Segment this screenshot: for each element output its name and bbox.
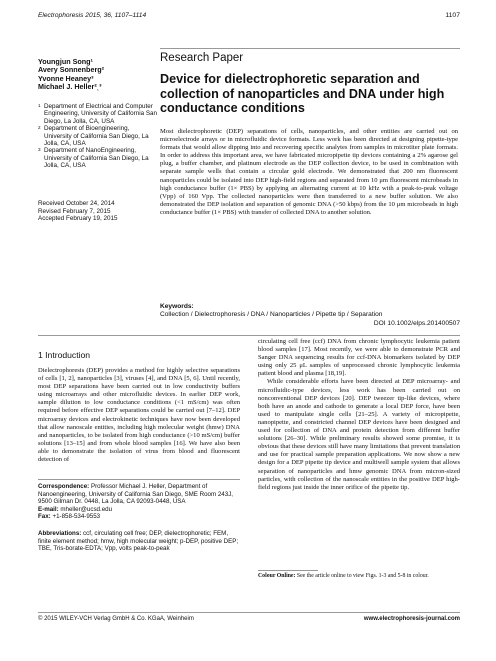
keywords-label: Keywords: bbox=[160, 303, 194, 310]
journal-citation: Electrophoresis 2015, 36, 1107–1114 bbox=[38, 12, 147, 19]
abstract-text: Most dielectrophoretic (DEP) separations of cells, nanoparticles, and other entities are carried out on microelectrode arrays or in microfluidic device formats. Less work has been directed at designing pipette-type formats that would allow dipping into and recovering specific analytes from samples in microtiter plate formats. In order to address this important area, we have fabricated micropipette tip devices containing a 2% agarose gel plug, a buffer chamber, and platinum electrode as the DEP collection device, to be used in combination with separate sample wells that contain a circular gold electrode. We demonstrated that 200 nm fluorescent nanoparticles could be isolated into DEP high-field regions and separated from 10 μm fluorescent microbeads in high conductance buffer (1× PBS) by applying an alternating current at 10 kHz with a peak-to-peak voltage (Vpp) of 160 Vpp. The collected nanoparticles were then transferred to a new buffer solution. We also demonstrated the DEP isolation and separation of genomic DNA (>50 kbps) from the 10 μm microbeads in high conductance buffer (1× PBS) with transfer of collected DNA to another solution. bbox=[160, 128, 458, 216]
doi-link[interactable]: DOI 10.1002/elps.201400507 bbox=[373, 320, 460, 327]
footnote-divider bbox=[38, 479, 240, 480]
affiliation-list bbox=[38, 103, 158, 170]
email-link[interactable]: mheller@ucsd.edu bbox=[58, 505, 113, 513]
author-name: Yvonne Heaney³ bbox=[38, 73, 94, 83]
left-column bbox=[38, 367, 240, 464]
author-name: Youngjun Song¹ bbox=[38, 57, 93, 66]
header-divider bbox=[160, 48, 460, 49]
author-name: Michael J. Heller²ˎ³ bbox=[38, 82, 102, 92]
keywords-text: Collection / Dielectrophoresis / DNA / Nanoparticles / Pipette tip / Separation bbox=[160, 311, 383, 318]
received-date: Received October 24, 2014 bbox=[38, 200, 115, 207]
body-paragraph: Dielectrophoresis (DEP) provides a method for highly selective separations of cells [1, 2], nanoparticles [3], viruses [4], and DNA [5, 6]. Until recently, most DEP separations have been carried out in low conductivity buffers using microarrays and other microfluidic devices. In earlier DEP work, sample dilution to low conductance conditions (<1 mS/cm) was often required before effective DEP separations could be carried out [7–12]. DEP microarray devices and electrokinetic techniques have now been developed that allow nanoscale entities, including high molecular weight (hmw) DNA and nanoparticles, to be isolated from high conductance (>10 mS/cm) buffer solutions [13–15] and from whole blood samples [16]. We have also been able to demonstrate the isolation of virus from blood and fluorescent detection of bbox=[38, 367, 240, 464]
footer-divider bbox=[38, 612, 460, 613]
affiliation: 1 Department of Electrical and Computer Engineering, University of California San Diego, La Jolla, CA, USA bbox=[38, 103, 158, 125]
accepted-date: Accepted February 19, 2015 bbox=[38, 215, 118, 223]
revised-date: Revised February 7, 2015 bbox=[38, 207, 111, 215]
keywords-divider bbox=[38, 335, 460, 336]
right-column bbox=[258, 338, 460, 492]
abbreviations-label: Abbreviations: bbox=[38, 530, 82, 537]
paper-type-label: Research Paper bbox=[160, 52, 244, 64]
section-heading: 1 Introduction bbox=[38, 350, 91, 360]
affiliation: 2 Department of Bioengineering, University of California San Diego, La Jolla, CA, USA bbox=[38, 125, 149, 148]
body-paragraph: circulating cell free (ccf) DNA from chronic lymphocytic leukemia patient blood samples [17]. Most recently, we were able to demonstrate PCR and Sanger DNA sequencing results for ccf-DNA biomarkers isolated by DEP using only 25 μL samples of unprocessed chronic lymphocytic leukemia patient blood and plasma [18,19]. bbox=[258, 338, 460, 378]
article-dates bbox=[38, 200, 158, 223]
fax-label: Fax: bbox=[38, 513, 51, 521]
author-name: Avery Sonnenberg² bbox=[38, 65, 105, 75]
colour-online-note: Colour Online: See the article online to view Figs. 1-3 and 5-8 in colour. bbox=[258, 573, 429, 579]
journal-website-link[interactable]: www.electrophoresis-journal.com bbox=[363, 616, 460, 622]
colour-note-divider bbox=[258, 570, 318, 571]
body-paragraph: While considerable efforts have been directed at DEP microarray- and microfluidic-type devices, less work has been carried out on nonconventional DEP devices [20]. DEP tweezer tip-like devices, where both have an anode and cathode to generate a local DEP force, have been used to manipulate single cells [21–25]. A variety of micropipette, nanopipette, and constricted channel DEP devices have been designed and used for collection of DNA and protein detection from different buffer solutions [26–30]. While preliminary results showed some promise, it is obvious that these devices still have many limitations that prevent translation and use for practical sample preparation applications. We now show a new design for a DEP pipette tip device and multiwell sample system that allows separation of nanoparticles and hmw genomic DNA from micron-sized particles, with collection of the nanoscale entities in the positive DEP high-field regions just inside the inner orifice of the pipette tip. bbox=[258, 378, 460, 491]
colour-online-label: Colour Online: bbox=[258, 573, 296, 579]
author-list bbox=[38, 58, 156, 92]
correspondence-note: Correspondence: Professor Michael J. Heller, Department of Nanoengineering, University of California San Diego, SME Room 243J, 9500 Gilman Dr. 0448, La Jolla, CA 92093-0448, USA E-mail: mheller@ucsd.edu Fax: +1-858-534-9553 bbox=[38, 483, 234, 521]
copyright-notice: © 2015 WILEY-VCH Verlag GmbH & Co. KGaA, Weinheim bbox=[38, 616, 194, 622]
abbreviations-note: Abbreviations: ccf, circulating cell free; DEP, dielectrophoretic; FEM, finite element method; hmw, high molecular weight; p-DEP, positive DEP; TBE, Tris-borate-EDTA; Vpp, volts peak-to-peak bbox=[38, 530, 239, 553]
page-number: 1107 bbox=[445, 12, 460, 19]
article-title: Device for dielectrophoretic separation and collection of nanoparticles and DNA under high conductance conditions bbox=[160, 72, 445, 116]
correspondence-label: Correspondence: bbox=[38, 483, 90, 490]
email-label: E-mail: bbox=[38, 505, 59, 513]
affiliation: 3 Department of NanoEngineering, University of California San Diego, La Jolla, CA, USA bbox=[38, 147, 149, 170]
